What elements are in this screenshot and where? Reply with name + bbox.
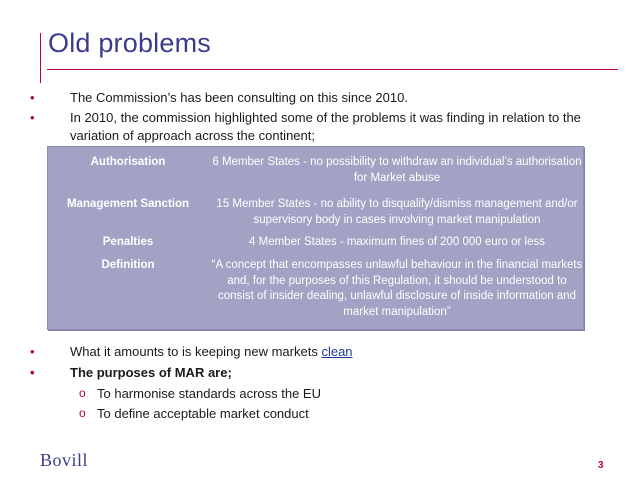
table-row-value: 4 Member States - maximum fines of 200 000 euro or less: [249, 236, 545, 248]
bullet-text: The Commission’s has been consulting on this since 2010.: [70, 90, 408, 105]
title-divider: [47, 69, 618, 70]
page-number: 3: [598, 460, 604, 471]
circle-bullet-icon: o: [79, 406, 86, 420]
title-accent-bar: [40, 33, 41, 83]
circle-bullet-icon: o: [79, 386, 86, 400]
table-row-label: Penalties: [102, 236, 154, 248]
table-row-value: “A concept that encompasses unlawful behaviour in the financial markets and, for the purposes of this Regulation, it should be understood to consist of insider dealing, unlawful disclosure of inside information and market manipulation”: [211, 259, 583, 318]
bullet-icon: •: [30, 365, 35, 380]
page-title: Old problems: [48, 28, 211, 58]
bovill-logo: Bovill: [40, 450, 89, 470]
bullet-text: The purposes of MAR are;: [70, 365, 232, 380]
bullet-icon: •: [30, 344, 35, 359]
sub-list-item: [30, 404, 610, 423]
table-row-label: Authorisation: [90, 156, 166, 168]
bullet-icon: •: [30, 90, 35, 105]
comparison-table: [47, 146, 584, 330]
table-row-value: 15 Member States - no ability to disqualify/dismiss management and/or supervisory body in cases involving market manipulation: [216, 198, 578, 226]
closing-bullet-list: [30, 342, 610, 424]
list-item: [30, 342, 610, 361]
list-item: [30, 109, 610, 145]
bullet-text: What it amounts to is keeping new markets: [70, 344, 322, 359]
sub-item-text: To define acceptable market conduct: [97, 406, 309, 421]
list-item: [30, 363, 610, 382]
clean-link[interactable]: clean: [321, 344, 353, 359]
bullet-text: In 2010, the commission highlighted some of the problems it was finding in relation to the variation of approach across the continent;: [70, 110, 581, 143]
table-row-value: 6 Member States - no possibility to withdraw an individual’s authorisation for Market abuse: [212, 156, 582, 184]
sub-list-item: [30, 384, 610, 403]
intro-bullet-list: [30, 89, 610, 147]
table-row-label: Definition: [101, 259, 155, 271]
list-item: [30, 89, 610, 107]
bullet-icon: •: [30, 110, 35, 125]
table-row-label: Management Sanction: [66, 198, 190, 210]
sub-item-text: To harmonise standards across the EU: [97, 386, 321, 401]
